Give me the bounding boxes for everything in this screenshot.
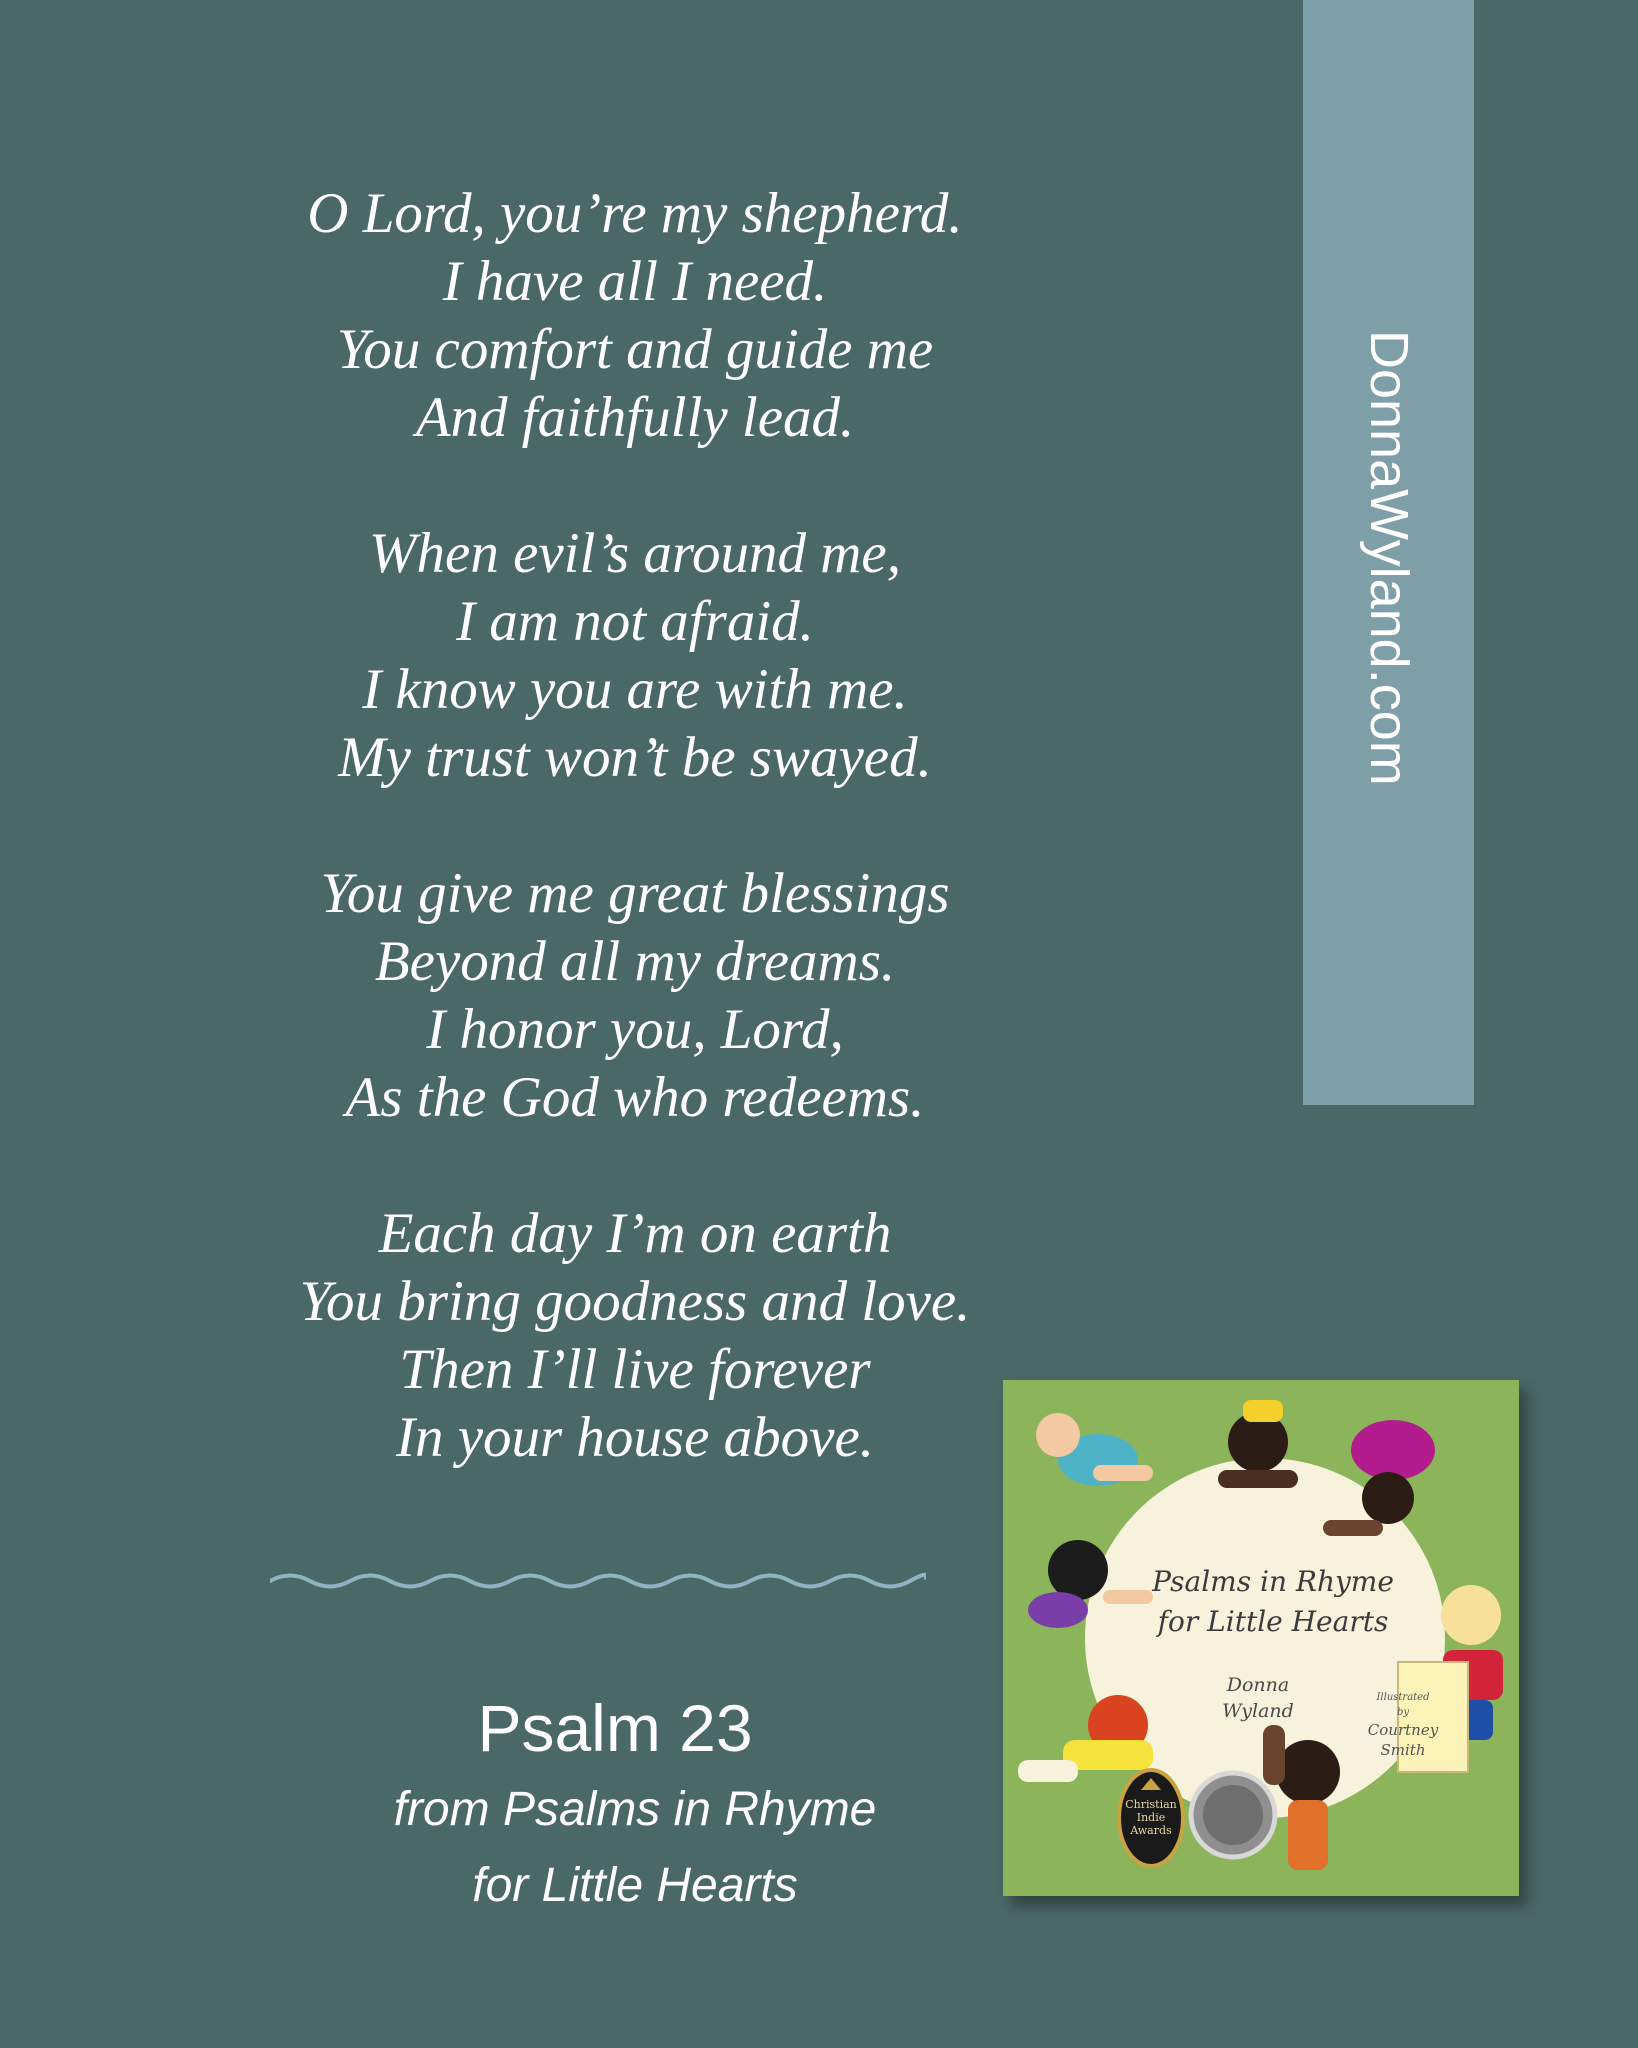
award-badge-right [1191,1773,1275,1857]
side-banner [1303,0,1474,1105]
poem [180,180,1090,1472]
caption-subtitle-line: for Little Hearts [472,1859,798,1912]
illustrated-label: by [1396,1707,1410,1718]
child-top-left [1036,1413,1153,1486]
poem-line: And faithfully lead. [415,386,855,449]
book-title-line: Psalms in Rhyme [1152,1565,1394,1598]
poem-line: I know you are with me. [362,658,908,721]
badge-text-line: Indie [1136,1811,1166,1824]
poem-stanza-1 [180,180,1090,452]
book-cover-title [1123,1562,1423,1642]
child-top [1218,1400,1298,1488]
poem-line: When evil’s around me, [369,522,901,585]
caption-title: Psalm 23 [477,1691,753,1765]
badge-text-line: Christian [1125,1798,1177,1811]
poem-line: I honor you, Lord, [426,998,844,1061]
poem-stanza-2 [180,520,1090,792]
badge-text-line: Awards [1130,1824,1172,1837]
poem-stanza-3 [180,860,1090,1132]
side-banner-text-wrap [1303,330,1474,810]
book-author-line: Wyland [1222,1700,1294,1722]
poem-line: I have all I need. [442,250,828,313]
poem-line: I am not afraid. [456,590,814,653]
badge-left-text [1123,1798,1179,1837]
poem-line: In your house above. [395,1406,875,1469]
book-title-line: for Little Hearts [1157,1605,1389,1638]
poem-stanza-4 [180,1200,1090,1472]
book-cover-author [1203,1672,1313,1724]
illustrator-line: Courtney [1367,1721,1439,1739]
illustrated-label: Illustrated [1376,1692,1430,1703]
poem-line: You comfort and guide me [336,318,934,381]
caption-subtitle [300,1772,970,1924]
book-cover[interactable] [1003,1380,1519,1896]
illustrator-line: Smith [1380,1741,1426,1759]
poem-line: Beyond all my dreams. [374,930,896,993]
poem-line: O Lord, you’re my shepherd. [307,182,963,245]
poem-line: My trust won’t be swayed. [338,726,932,789]
book-author-line: Donna [1226,1674,1290,1696]
child-bottom-left [1018,1695,1153,1782]
website-url[interactable]: DonnaWyland.com [1359,330,1419,786]
poem-line: Each day I’m on earth [378,1202,892,1265]
poem-line: As the God who redeems. [345,1066,925,1129]
poem-line: You give me great blessings [320,862,950,925]
poem-line: Then I’ll live forever [399,1338,871,1401]
caption-subtitle-line: from Psalms in Rhyme [393,1783,877,1836]
poem-line: You bring goodness and love. [299,1270,971,1333]
book-cover-illustrator [1358,1690,1448,1760]
wavy-divider [270,1566,926,1596]
